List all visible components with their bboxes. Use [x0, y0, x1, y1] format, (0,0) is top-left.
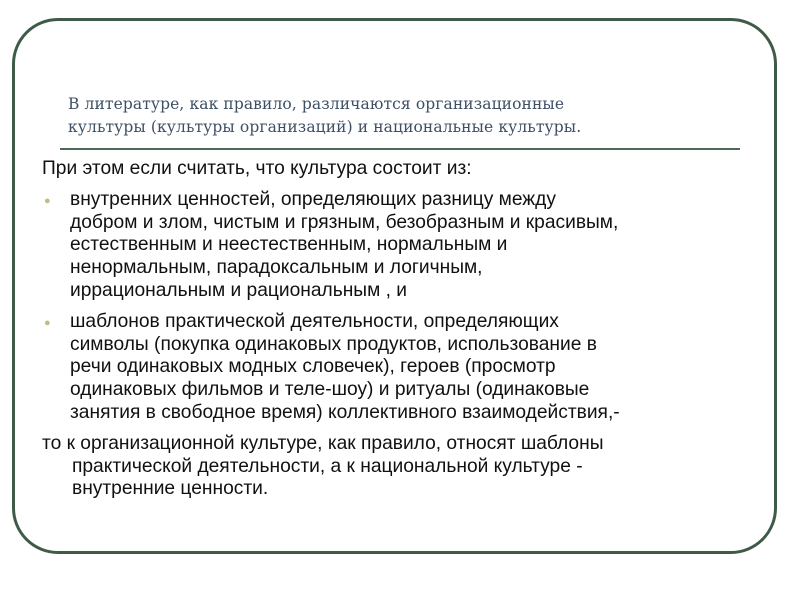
bullet-line: одинаковых фильмов и теле-шоу) и ритуалы (одинаковые — [70, 379, 590, 401]
title-line: В литературе, как правило, различаются организационные — [68, 95, 565, 113]
intro-text: При этом если считать, что культура состоит из: — [42, 158, 472, 179]
bullet-item-practices — [42, 311, 777, 425]
slide-title — [68, 93, 748, 139]
bullet-item-values — [42, 189, 777, 303]
bullet-line: шаблонов практической деятельности, определяющих — [70, 310, 559, 332]
slide-body — [42, 158, 777, 501]
conclusion-line: практической деятельности, а к национальной культуре - — [72, 455, 583, 477]
bullet-line: ненормальным, парадоксальным и логичным, — [70, 257, 483, 279]
bullet-line: внутренних ценностей, определяющих разницу между — [70, 188, 556, 210]
bullet-line: занятия в свободное время) коллективного взаимодействия,- — [70, 401, 620, 423]
bullet-line: иррациональным и рациональным , и — [70, 279, 407, 301]
bullet-line: естественным и неестественным, нормальным и — [70, 234, 508, 256]
title-line: культуры (культуры организаций) и национальные культуры. — [68, 118, 582, 136]
conclusion-text — [42, 433, 777, 501]
title-divider — [60, 148, 740, 150]
bullet-line: добром и злом, чистым и грязным, безобразным и красивым, — [70, 211, 619, 233]
bullet-line: символы (покупка одинаковых продуктов, использование в — [70, 333, 597, 355]
bullet-dot-icon: ● — [44, 194, 51, 207]
bullet-line: речи одинаковых модных словечек), героев (просмотр — [70, 356, 556, 378]
conclusion-line: то к организационной культуре, как правило, относят шаблоны — [42, 432, 604, 454]
conclusion-line: внутренние ценности. — [72, 478, 269, 500]
bullet-dot-icon: ● — [44, 316, 51, 329]
